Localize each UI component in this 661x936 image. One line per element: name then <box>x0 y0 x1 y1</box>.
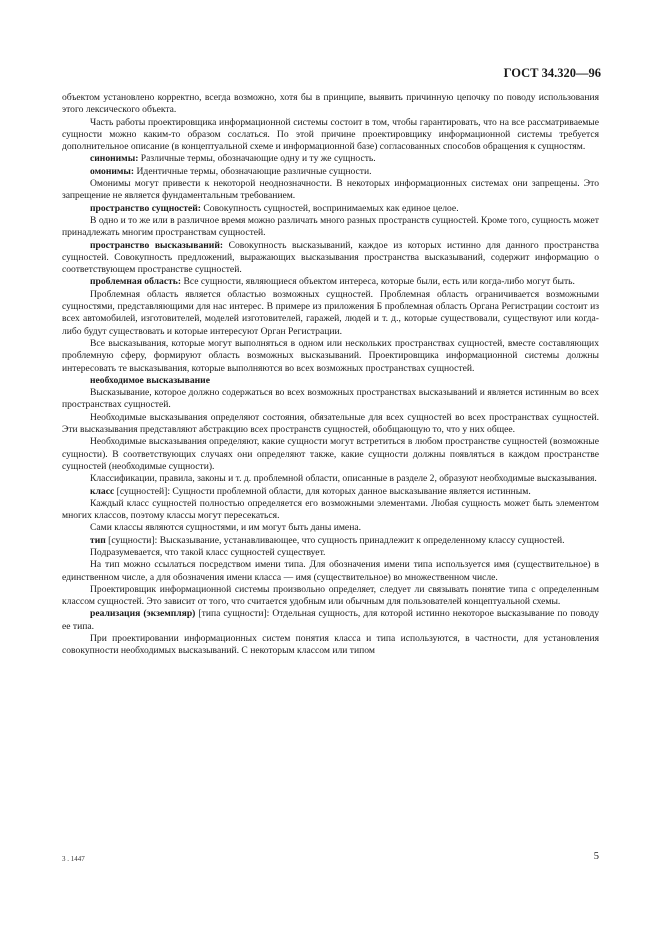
paragraph-text: В одно и то же или в различное время можно различать много разных пространств сущностей. Кроме того, сущность может принадлежать многим пространствам сущностей. <box>62 214 599 239</box>
body-paragraph <box>62 547 599 559</box>
paragraph-text: Необходимые высказывания определяют, какие сущности могут встретиться в любом пространстве сущностей (возможные сущности). В соответствующих случаях они определяют также, какие сущности должны появляться в каждом пространстве сущностей (необходимые сущности). <box>62 436 599 472</box>
paragraph-text: Все высказывания, которые могут выполняться в одном или нескольких пространствах сущностей, вместе составляющих проблемную сферу, формируют область возможных высказываний. Проектировщика информационной системы должны интересовать те высказывания, которые выполняются во всех возможных пространствах сущностей. <box>62 337 599 374</box>
paragraph-text: Проектировщик информационной системы произвольно определяет, следует ли связывать понятие типа с определенным классом сущностей. Это зависит от того, что считается удобным или обычным для пользователей концептуальной схемы. <box>62 583 599 608</box>
document-body <box>62 92 599 658</box>
paragraph-text: Идентичные термы, обозначающие различные сущности. <box>134 165 372 177</box>
paragraph-text: объектом установлено корректно, всегда возможно, хотя бы в принципе, выявить причинную цепочку по поводу использования этого лексического объекта. <box>62 92 599 116</box>
paragraph-text: необходимое высказывание <box>90 374 210 386</box>
definition-paragraph <box>62 203 599 215</box>
defined-term: тип <box>90 534 106 546</box>
paragraph-text: Высказывание, которое должно содержаться во всех возможных пространствах высказываний и является истинным во всех пространствах сущностей. <box>62 387 599 411</box>
paragraph-text: Проблемная область является областью возможных сущностей. Проблемная область ограничивается возможными сущностями, представляющими для нас интерес. В примере из приложения Б проблемная область Органа Регистрации состоит из всех автомобилей, изготовителей, моделей изготовителей, гаражей, людей и т. д., которые существовали, существуют или когда-либо будут существовать и которые интересуют Орган Регистрации. <box>62 288 599 337</box>
defined-term: проблемная область: <box>90 276 182 288</box>
body-paragraph <box>62 633 599 658</box>
definition-paragraph <box>62 166 599 178</box>
body-paragraph <box>62 215 599 240</box>
paragraph-text: Сами классы являются сущностями, и им могут быть даны имена. <box>90 522 361 534</box>
paragraph-text: Подразумевается, что такой класс сущностей существует. <box>90 546 326 558</box>
paragraph-text: Совокупность сущностей, воспринимаемых как единое целое. <box>201 202 459 214</box>
paragraph-text: Часть работы проектировщика информационной системы состоит в том, чтобы гарантировать, что на все рассматриваемые сущности можно каким-то образом сослаться. По этой причине проектировщику информационной системы требуется дополнительное описание (в концептуальной схеме и информационной базе) согласованных способов обращения к сущностям. <box>62 116 599 153</box>
defined-term: пространство сущностей: <box>90 202 201 214</box>
paragraph-text: Совокупность высказываний, каждое из которых истинно для данного пространства сущностей. Совокупность предложений, выражающих высказывания пространства высказываний, содержит информацию о соответствующем пространстве сущностей. <box>62 239 599 276</box>
definition-paragraph <box>62 240 599 277</box>
body-paragraph <box>62 473 599 485</box>
paragraph-text: Классификации, правила, законы и т. д. проблемной области, описанные в разделе 2, образуют необходимые высказывания. <box>90 473 597 485</box>
definition-paragraph <box>62 535 599 547</box>
paragraph-text: На тип можно ссылаться посредством имени типа. Для обозначения имени типа используется имя (существительное) в единственном числе, а для обозначения имени класса — имя (существительное) во множественном числе. <box>62 559 599 583</box>
paragraph-text: Омонимы могут привести к некоторой неоднозначности. В некоторых информационных системах они запрещены. Это запрещение не является фундаментальным требованием. <box>62 178 599 202</box>
body-paragraph <box>62 387 599 412</box>
definition-paragraph <box>62 608 599 633</box>
body-paragraph <box>62 92 599 117</box>
body-paragraph <box>62 338 599 375</box>
defined-term: класс <box>90 485 115 497</box>
defined-term: синонимы: <box>90 153 139 165</box>
page-number: 5 <box>593 851 599 862</box>
paragraph-text: [сущности]: Высказывание, устанавливающее, что сущность принадлежит к определенному классу сущностей. <box>105 534 565 546</box>
paragraph-text: [типа сущности]: Отдельная сущность, для которой истинно некоторое высказывание по поводу ее типа. <box>62 608 600 632</box>
paragraph-text: Различные термы, обозначающие одну и ту же сущность. <box>138 153 376 165</box>
body-paragraph <box>62 289 599 338</box>
page-header-doc-id: ГОСТ 34.320—96 <box>503 66 601 80</box>
body-paragraph <box>62 498 599 523</box>
term-heading <box>62 375 599 387</box>
body-paragraph <box>62 584 599 609</box>
definition-paragraph <box>62 276 599 288</box>
definition-paragraph <box>62 153 599 165</box>
paragraph-text: Необходимые высказывания определяют состояния, обязательные для всех сущностей во всех пространствах сущностей. Эти высказывания представляют абстракцию всех пространств сущностей, обобщающую то, что у них общее. <box>62 411 599 436</box>
footer-print-code: 3 . 1447 <box>62 855 85 863</box>
body-paragraph <box>62 117 599 154</box>
defined-term: омонимы: <box>90 165 135 177</box>
body-paragraph <box>62 436 599 473</box>
paragraph-text: При проектировании информационных систем понятия класса и типа используются, в частности, для установления совокупности необходимых высказываний. С некоторым классом или типом <box>62 633 599 657</box>
paragraph-text: [сущностей]: Сущности проблемной области, для которых данное высказывание является истинным. <box>114 485 531 497</box>
defined-term: реализация (экземпляр) <box>90 608 196 620</box>
body-paragraph <box>62 522 599 534</box>
body-paragraph <box>62 178 599 203</box>
body-paragraph <box>62 412 599 437</box>
definition-paragraph <box>62 486 599 498</box>
body-paragraph <box>62 559 599 584</box>
paragraph-text: Все сущности, являющиеся объектом интереса, которые были, есть или когда-либо могут быть. <box>181 276 575 288</box>
defined-term: пространство высказываний: <box>90 239 224 251</box>
paragraph-text: Каждый класс сущностей полностью определяется его возможными элементами. Любая сущность может быть элементом многих классов, поэтому классы могут пересекаться. <box>62 497 599 522</box>
